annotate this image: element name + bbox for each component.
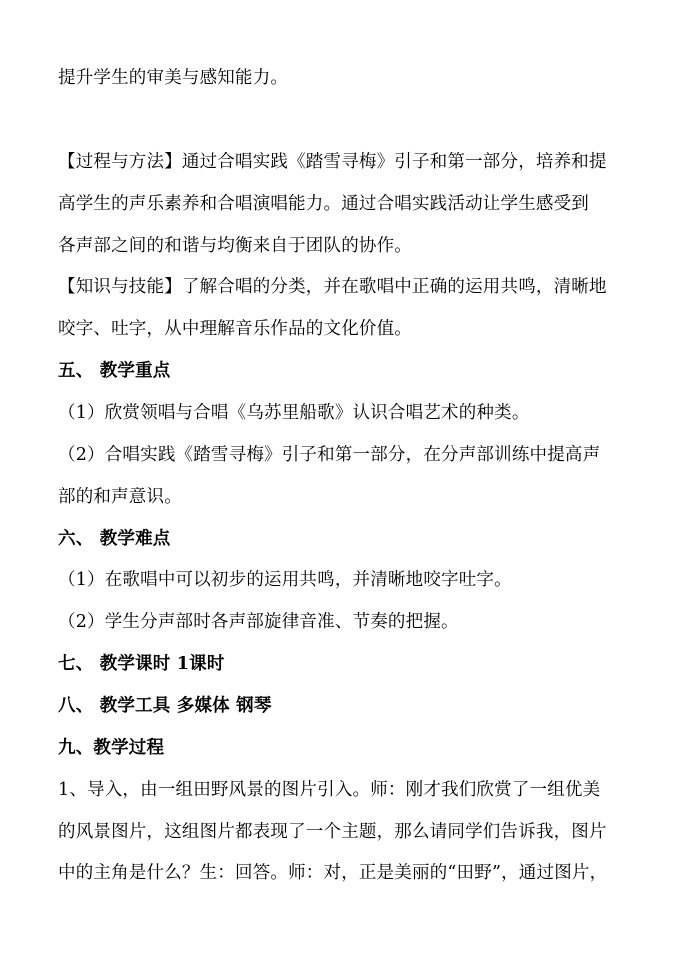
section-heading: 七、 教学课时 1课时: [58, 654, 225, 674]
paragraph-line: 中的主角是什么？生：回答。师：对，正是美丽的“田野”，通过图片，: [58, 863, 608, 883]
section-heading: 九、教学过程: [58, 738, 165, 758]
paragraph-line: 各声部之间的和谐与均衡来自于团队的协作。: [58, 236, 412, 256]
section-heading: 五、 教学重点: [58, 361, 171, 381]
paragraph-line: 1、导入，由一组田野风景的图片引入。师：刚才我们欣赏了一组优美: [58, 780, 601, 800]
paragraph-line: 的风景图片，这组图片都表现了一个主题，那么请同学们告诉我，图片: [58, 822, 607, 842]
paragraph-line: 咬字、吐字，从中理解音乐作品的文化价值。: [58, 319, 412, 339]
paragraph-line: 【过程与方法】通过合唱实践《踏雪寻梅》引子和第一部分，培养和提: [58, 152, 607, 172]
list-item: （2）合唱实践《踏雪寻梅》引子和第一部分，在分声部训练中提高声: [58, 445, 601, 465]
section-heading: 八、 教学工具 多媒体 钢琴: [58, 696, 272, 716]
list-item: （1）欣赏领唱与合唱《乌苏里船歌》认识合唱艺术的种类。: [58, 403, 530, 423]
paragraph-line: 【知识与技能】了解合唱的分类，并在歌唱中正确的运用共鸣，清晰地: [58, 277, 607, 297]
section-heading: 六、 教学难点: [58, 529, 171, 549]
paragraph-line: 提升学生的审美与感知能力。: [58, 68, 289, 88]
list-item: （1）在歌唱中可以初步的运用共鸣，并清晰地咬字吐字。: [58, 570, 512, 590]
paragraph-line: 高学生的声乐素养和合唱演唱能力。通过合唱实践活动让学生感受到: [58, 194, 589, 214]
paragraph-line: 部的和声意识。: [58, 487, 182, 507]
list-item: （2）学生分声部时各声部旋律音准、节奏的把握。: [58, 612, 459, 632]
